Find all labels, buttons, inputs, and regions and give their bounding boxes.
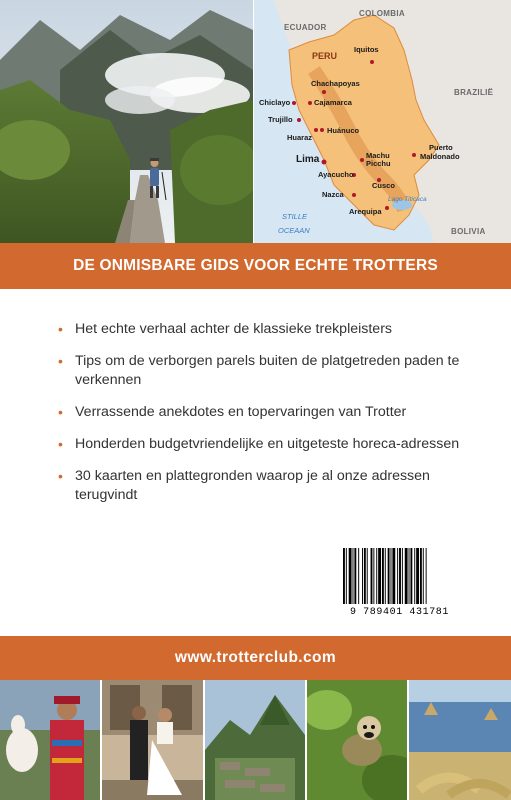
tagline-banner xyxy=(0,243,511,289)
barcode-bar xyxy=(371,548,373,604)
map-city-trujillo: Trujillo xyxy=(268,115,293,124)
feature-text: 30 kaarten en plattegronden waarop je al onze adressen terugvindt xyxy=(75,468,430,503)
barcode-bar xyxy=(343,548,345,604)
map-ocean-line1: STILLE xyxy=(282,212,308,221)
map-ocean-line2: OCEAAN xyxy=(278,226,310,235)
feature-text: Verrassende anekdotes en topervaringen van Trotter xyxy=(75,404,407,420)
feature-text: Het echte verhaal achter de klassieke trekpleisters xyxy=(75,321,393,337)
barcode-bar xyxy=(410,548,412,604)
barcode-bar xyxy=(405,548,408,604)
map-label-brazil: BRAZILIË xyxy=(454,88,494,97)
top-section xyxy=(0,0,511,243)
isbn-barcode xyxy=(337,546,462,624)
map-city-chachapoyas: Chachapoyas xyxy=(311,79,360,88)
website-banner xyxy=(0,636,511,680)
barcode-bar xyxy=(385,548,386,604)
barcode-bar xyxy=(409,548,410,604)
barcode-bar xyxy=(402,548,403,604)
photo-squirrel-monkey xyxy=(307,680,407,800)
map-city-iquitos: Iquitos xyxy=(354,45,379,54)
barcode-bar xyxy=(373,548,374,604)
photo-dancers xyxy=(102,680,203,800)
barcode-bar xyxy=(399,548,401,604)
barcode-bar xyxy=(349,548,352,604)
bullet-dot-icon: • xyxy=(58,436,63,452)
barcode-bar xyxy=(367,548,368,604)
feature-item xyxy=(58,467,468,505)
feature-text: Tips om de verborgen parels buiten de platgetreden paden te verkennen xyxy=(75,353,460,388)
map-city-arequipa: Arequipa xyxy=(349,207,382,216)
feature-item xyxy=(58,403,468,422)
map-city-maldonado: Maldonado xyxy=(420,152,460,161)
barcode-bar xyxy=(414,548,415,604)
map-city-nazca: Nazca xyxy=(322,190,344,199)
map-label-peru: PERU xyxy=(312,51,338,61)
map-city-lima: Lima xyxy=(296,154,320,165)
barcode-bar xyxy=(353,548,354,604)
tagline-text: DE ONMISBARE GIDS VOOR ECHTE TROTTERS xyxy=(73,257,438,274)
bullet-dot-icon: • xyxy=(58,468,63,484)
barcode-bar xyxy=(388,548,390,604)
barcode-bar xyxy=(426,548,427,604)
feature-text: Honderden budgetvriendelijke en uitgeteste horeca-adressen xyxy=(75,436,460,452)
barcode-bar xyxy=(362,548,363,604)
map-label-bolivia: BOLIVIA xyxy=(451,227,486,236)
photo-hiker-inca-trail xyxy=(0,0,253,243)
barcode-bar xyxy=(416,548,419,604)
barcode-bar xyxy=(391,548,392,604)
photo-lake-titicaca xyxy=(409,680,511,800)
map-city-cusco: Cusco xyxy=(372,181,395,190)
barcode-bar xyxy=(397,548,398,604)
bullet-dot-icon: • xyxy=(58,321,63,337)
barcode-bar xyxy=(346,548,347,604)
map-label-ecuador: ECUADOR xyxy=(284,23,327,32)
map-city-picchu: Picchu xyxy=(366,159,391,168)
map-city-huanuco: Huánuco xyxy=(327,126,360,135)
barcode-bar xyxy=(378,548,381,604)
barcode-digits: 9 789401 431781 xyxy=(349,607,449,618)
barcode-bar xyxy=(392,548,395,604)
barcode-bar xyxy=(358,548,359,604)
map-city-puerto: Puerto xyxy=(429,143,453,152)
peru-map xyxy=(254,0,511,243)
feature-list xyxy=(58,320,468,518)
barcode-bar xyxy=(364,548,366,604)
barcode-bar xyxy=(420,548,422,604)
feature-item xyxy=(58,352,468,390)
map-city-huaraz: Huaraz xyxy=(287,133,313,142)
bullet-dot-icon: • xyxy=(58,353,63,369)
barcode-bar xyxy=(382,548,384,604)
map-label-lake: Lago Titicaca xyxy=(388,196,427,203)
hiker-photo-illustration xyxy=(0,0,253,243)
barcode-bars xyxy=(337,546,462,606)
map-label-colombia: COLOMBIA xyxy=(359,9,405,18)
map-city-machu: Machu xyxy=(366,151,390,160)
feature-item xyxy=(58,435,468,454)
website-url: www.trotterclub.com xyxy=(174,649,337,666)
bullet-dot-icon: • xyxy=(58,404,63,420)
feature-item xyxy=(58,320,468,339)
map-city-ayacucho: Ayacucho xyxy=(318,170,354,179)
barcode-bar xyxy=(423,548,424,604)
map-city-chiclayo: Chiclayo xyxy=(259,98,291,107)
photo-strip xyxy=(0,680,511,800)
barcode-bar xyxy=(376,548,377,604)
map-city-cajamarca: Cajamarca xyxy=(314,98,352,107)
photo-machu-picchu xyxy=(205,680,305,800)
barcode-bar xyxy=(354,548,356,604)
photo-woman-llama xyxy=(0,680,100,800)
